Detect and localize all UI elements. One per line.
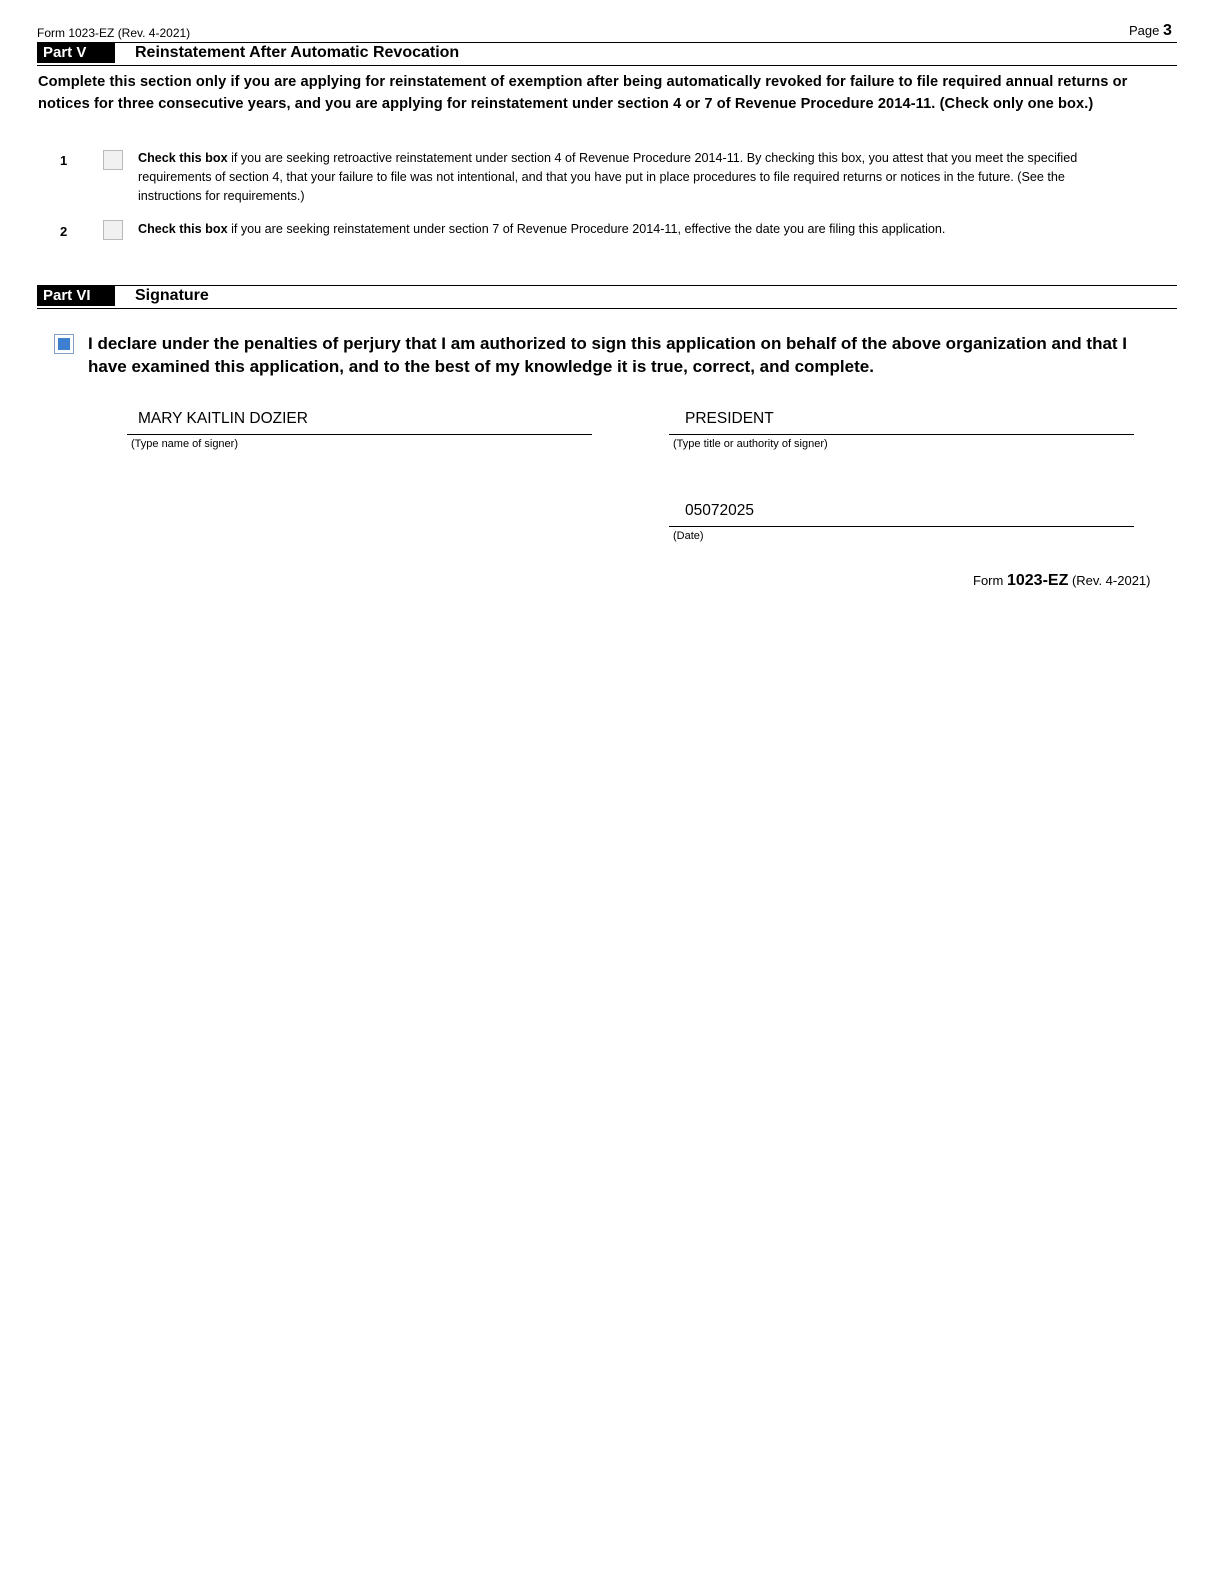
part-v-title: Reinstatement After Automatic Revocation: [135, 44, 460, 61]
footer-form-id: [973, 572, 1150, 590]
part-vi-rule: [37, 308, 1177, 309]
signer-title-field[interactable]: PRESIDENT: [685, 410, 774, 427]
declaration-checkbox[interactable]: [54, 334, 74, 354]
part-vi-title: Signature: [135, 287, 209, 304]
item-1-body: if you are seeking retroactive reinstatement under section 4 of Revenue Procedure 2014-11. By checking this box, you attest that you meet the specified requirements of section 4, that your failure to file was not intentional, and that you have put in place procedures to file required returns or notices in the future. (See the instructions for requirements.): [138, 151, 1078, 203]
page-number: 3: [1163, 22, 1172, 39]
item-2-body: if you are seeking reinstatement under section 7 of Revenue Procedure 2014-11, effective the date you are filing this application.: [227, 222, 946, 236]
date-rule: [669, 526, 1134, 527]
footer-form-number: 1023-EZ: [1006, 572, 1069, 589]
perjury-declaration: I declare under the penalties of perjury that I am authorized to sign this application on behalf of the above organization and that I have examined this application, and to the best of my knowledge it is true, correct, and complete.: [88, 334, 1128, 376]
item-2-text: [138, 220, 1138, 239]
signer-title-caption: (Type title or authority of signer): [673, 438, 828, 450]
signer-name-caption: (Type name of signer): [131, 438, 238, 450]
page-indicator: [1129, 22, 1172, 40]
part-vi-tab: Part VI: [37, 286, 115, 306]
signer-title-rule: [669, 434, 1134, 435]
line-number-2: 2: [60, 224, 68, 239]
part-v-instructions: Complete this section only if you are applying for reinstatement of exemption after being automatically revoked for failure to file required annual returns or notices for three consecutive years, and you are applying for reinstatement under section 4 or 7 of Revenue Procedure 2014-11. (Check only one box.): [38, 74, 1128, 112]
part-v-tab: Part V: [37, 43, 115, 63]
retroactive-reinstatement-checkbox[interactable]: [103, 150, 123, 170]
part-v-rule: [37, 65, 1177, 66]
item-2-lead: Check this box: [138, 222, 228, 236]
checkbox-checked-mark: [58, 338, 70, 350]
footer-form-prefix: Form: [973, 573, 1004, 588]
signer-name-field[interactable]: MARY KAITLIN DOZIER: [138, 410, 308, 427]
item-1-text: [138, 149, 1123, 206]
page-label: Page: [1129, 23, 1160, 38]
item-1-lead: Check this box: [138, 151, 228, 165]
footer-revision: (Rev. 4-2021): [1071, 573, 1151, 588]
section-7-reinstatement-checkbox[interactable]: [103, 220, 123, 240]
line-number-1: 1: [60, 153, 68, 168]
form-reference: Form 1023-EZ (Rev. 4-2021): [37, 26, 191, 40]
signer-name-rule: [127, 434, 592, 435]
date-field[interactable]: 05072025: [685, 502, 754, 519]
date-caption: (Date): [673, 530, 704, 542]
